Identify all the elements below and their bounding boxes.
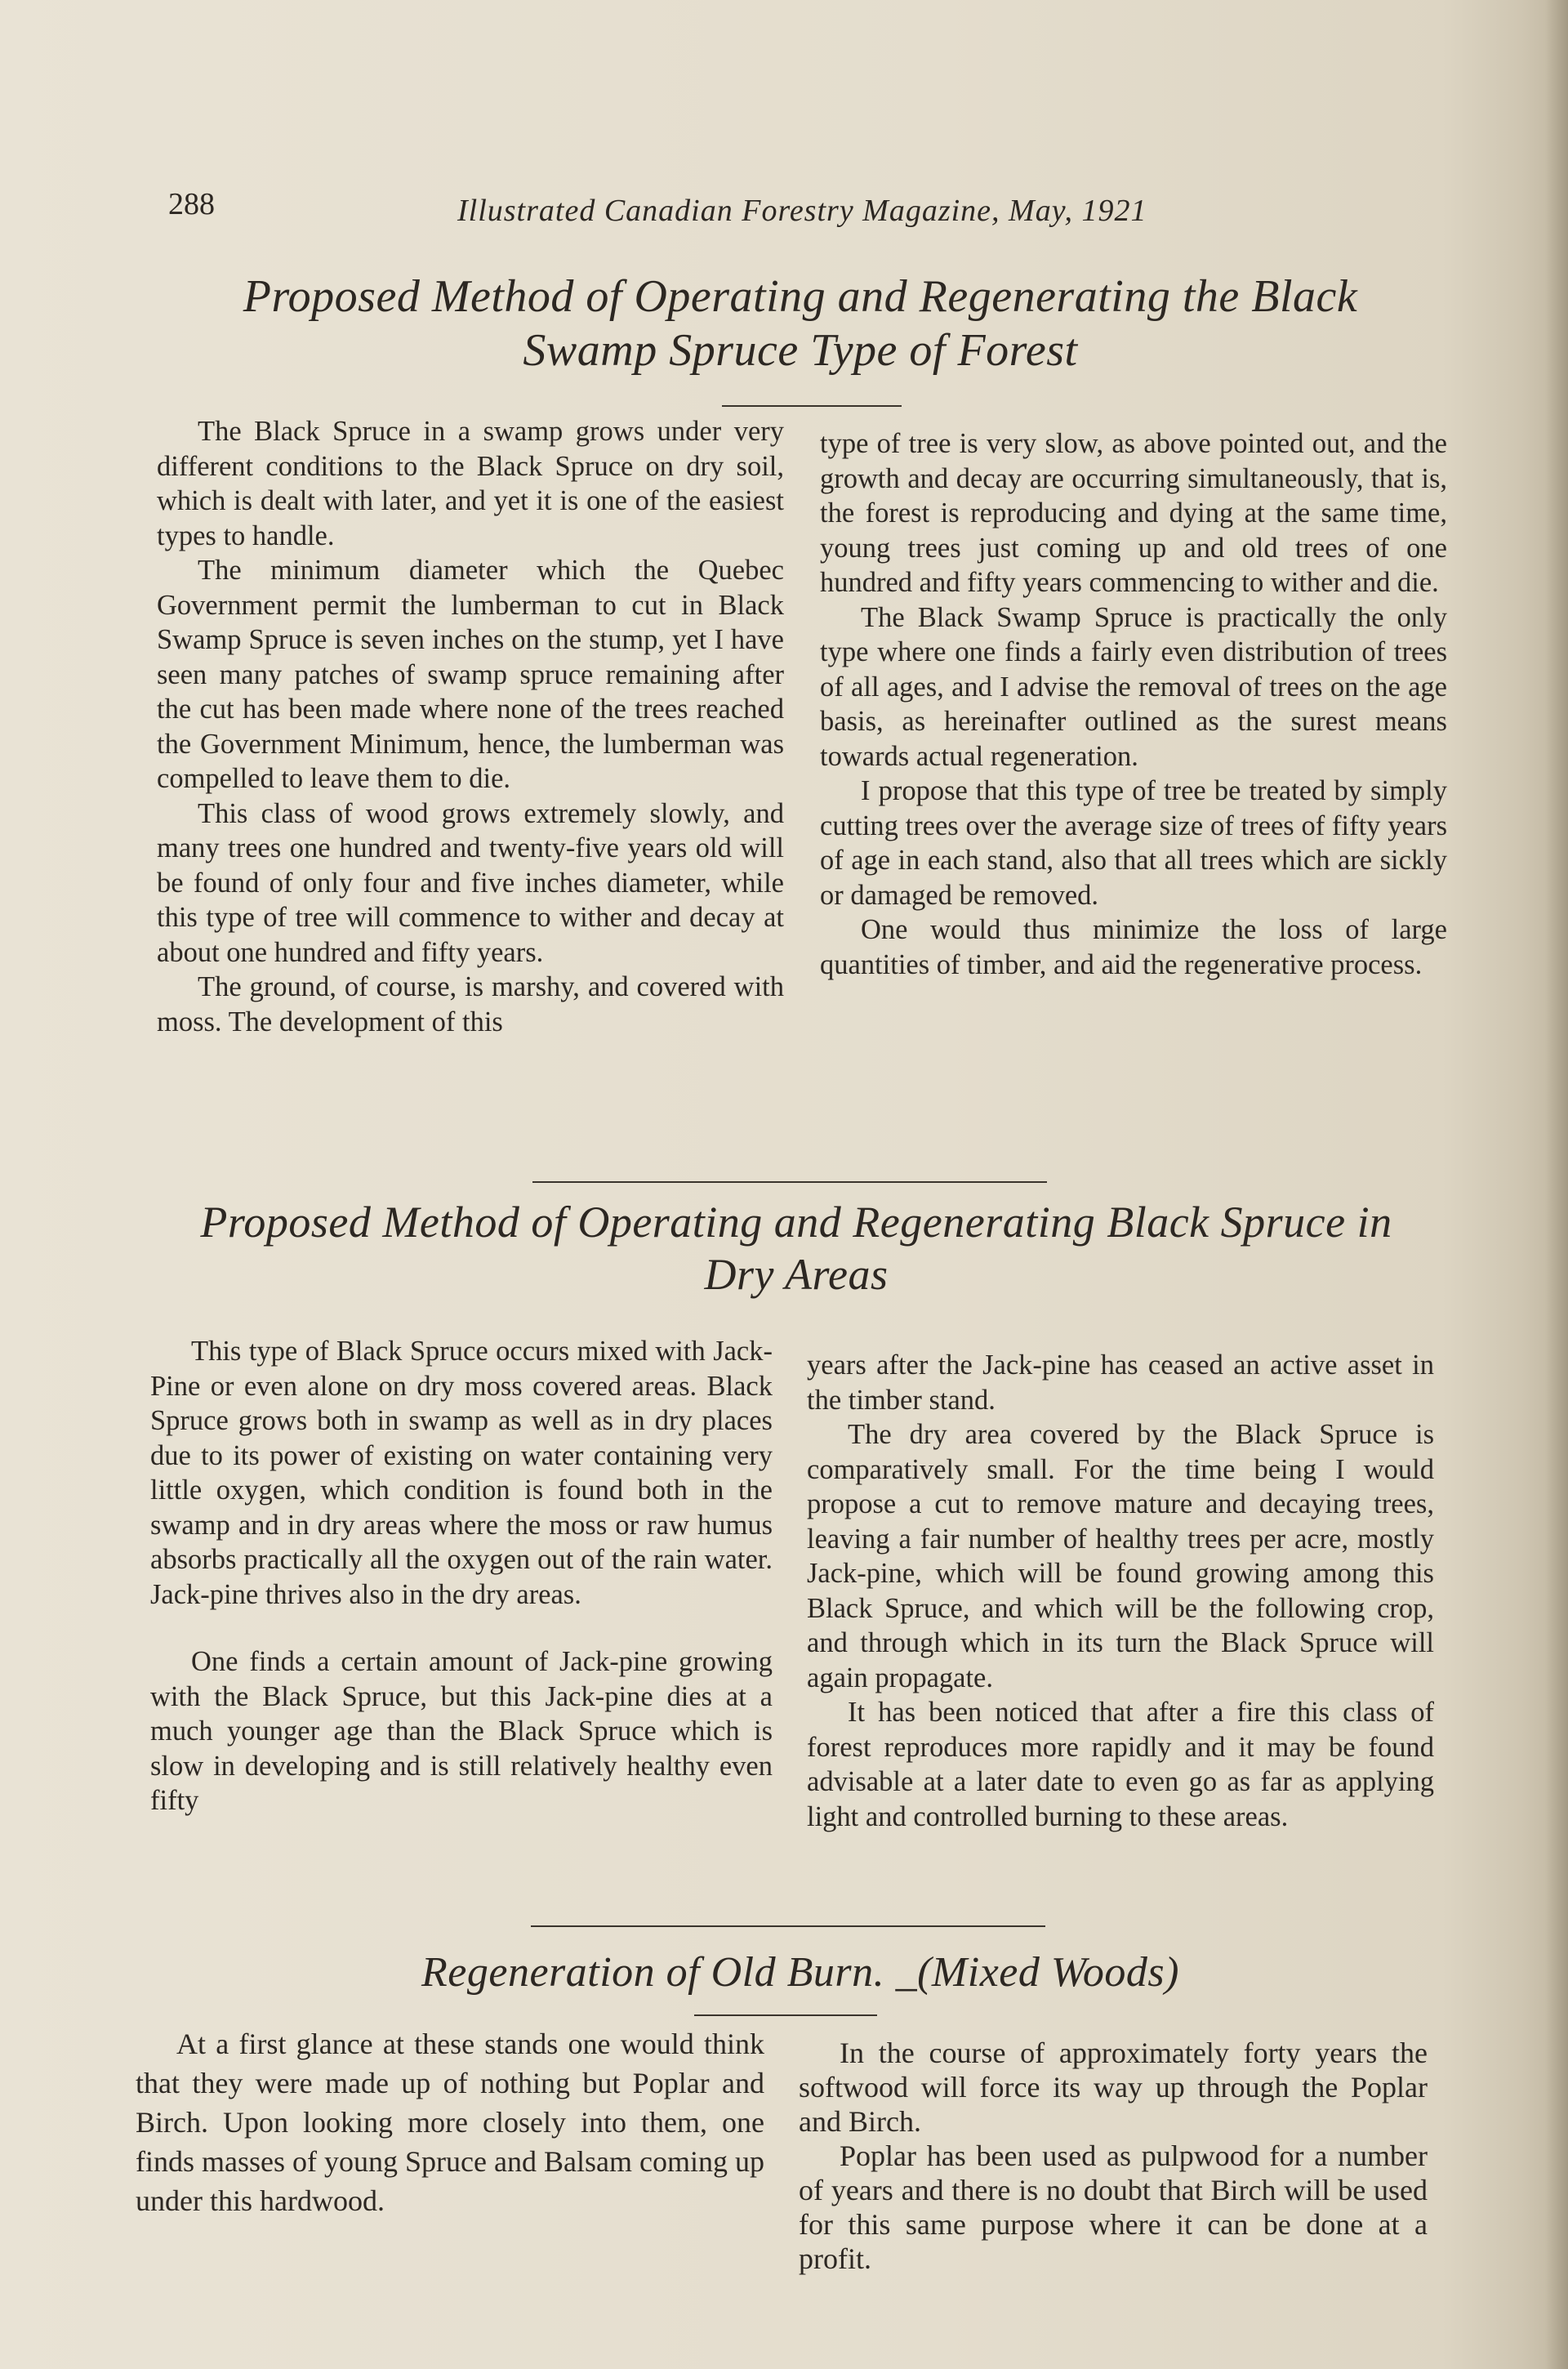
paragraph: At a first glance at these stands one would think that they were made up of nothing but Poplar and Birch. Upon looking more closely into them, one finds masses of young Spruce and Balsam coming up under this hardwood. <box>136 2028 764 2217</box>
article-column-left <box>157 414 784 1039</box>
paragraph: I propose that this type of tree be treated by simply cutting trees over the average size of trees of fifty years of age in each stand, also that all trees which are sickly or damaged be removed. <box>820 775 1447 911</box>
article-column-right <box>820 426 1447 982</box>
section-title-old-burn: Regeneration of Old Burn. _(Mixed Woods) <box>421 1949 1179 1996</box>
article-column-right <box>799 2036 1428 2276</box>
section-divider <box>531 1925 1045 1927</box>
page-number: 288 <box>168 187 215 221</box>
article-column-right <box>807 1348 1434 1834</box>
paragraph: The minimum diameter which the Quebec Government permit the lumberman to cut in Black Swamp Spruce is seven inches on the stump, yet I have seen many patches of swamp spruce remaining after the cut has been made where none of the trees reached the Government Minimum, hence, the lumberman was compelled to leave them to die. <box>157 555 784 794</box>
running-head: Illustrated Canadian Forestry Magazine, May, 1921 <box>457 194 1147 228</box>
paragraph: One finds a certain amount of Jack-pine growing with the Black Spruce, but this Jack-pine dies at a much younger age than the Black Spruce which is slow in developing and is still relatively healthy even fifty <box>150 1646 773 1816</box>
title-underline <box>722 405 902 407</box>
paragraph: This type of Black Spruce occurs mixed with Jack-Pine or even alone on dry moss covered areas. Black Spruce grows both in swamp as well as in dry places due to its power of existing on water containing very little oxygen, which condition is found both in the swamp and in dry areas where the moss or raw humus absorbs practically all the oxygen out of the rain water. Jack-pine thrives also in the dry areas. <box>150 1336 773 1610</box>
paragraph: This class of wood grows extremely slowly, and many trees one hundred and twenty-five years old will be found of only four and five inches diameter, while this type of tree will commence to wither and decay at about one hundred and fifty years. <box>157 797 784 968</box>
article-column-left <box>136 2024 764 2220</box>
paragraph-continued: type of tree is very slow, as above pointed out, and the growth and decay are occurring simultaneously, that is, the forest is reproducing and dying at the same time, young trees just coming up and old trees of one hundred and fifty years commencing to wither and die. <box>820 428 1447 598</box>
paragraph: The ground, of course, is marshy, and covered with moss. The development of this <box>157 971 784 1037</box>
paragraph-continued: years after the Jack-pine has ceased an active asset in the timber stand. <box>807 1350 1434 1416</box>
paragraph: The dry area covered by the Black Spruce is comparatively small. For the time being I would propose a cut to remove mature and decaying trees, leaving a fair number of healthy trees per acre, mostly Jack-pine, which will be found growing among this Black Spruce, and which will be the following crop, and through which in its turn the Black Spruce will again propagate. <box>807 1419 1434 1693</box>
paragraph: The Black Spruce in a swamp grows under very different conditions to the Black Spruce on dry soil, which is dealt with later, and yet it is one of the easiest types to handle. <box>157 416 784 551</box>
paragraph: It has been noticed that after a fire this class of forest reproduces more rapidly and it may be found advisable at a later date to even go as far as applying light and controlled burning to these areas. <box>807 1697 1434 1832</box>
article-column-left <box>150 1334 773 1818</box>
paragraph: The Black Swamp Spruce is practically the only type where one finds a fairly even distribution of trees of all ages, and I advise the removal of trees on the age basis, as hereinafter outlined as the surest means towards actual regeneration. <box>820 601 1447 772</box>
paragraph: Poplar has been used as pulpwood for a number of years and there is no doubt that Birch will be used for this same purpose where it can be done at a profit. <box>799 2139 1428 2275</box>
page-edge-shadow <box>1545 0 1568 2369</box>
paragraph: One would thus minimize the loss of large quantities of timber, and aid the regenerative process. <box>820 914 1447 980</box>
title-underline <box>694 2014 877 2016</box>
section-divider <box>532 1181 1047 1183</box>
paragraph: In the course of approximately forty years the softwood will force its way up through the Poplar and Birch. <box>799 2037 1428 2138</box>
section-title-black-spruce-dry-areas: Proposed Method of Operating and Regenerating Black Spruce in Dry Areas <box>200 1198 1392 1299</box>
section-title-black-swamp-spruce: Proposed Method of Operating and Regenerating the Black Swamp Spruce Type of Forest <box>243 271 1358 377</box>
